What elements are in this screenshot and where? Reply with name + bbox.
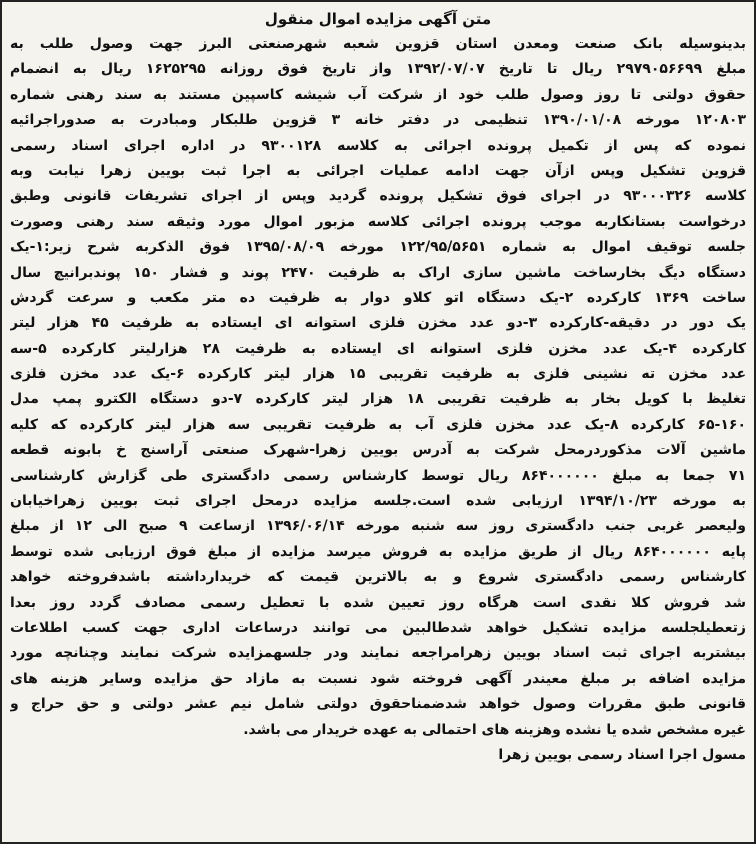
- notice-line: پایه ۸۶۴۰۰۰۰۰۰ ریال از طریق مزایده به فروش میرسد مزایده از مبلغ فوق ارزیابی شده توسط: [10, 543, 746, 560]
- notice-line: زتعطیلجلسه مزایده تشکیل خواهد شدطالبین می توانند درساعات اداری جهت کسب اطلاعات: [10, 619, 746, 636]
- notice-line: کارکرده ۴-یک عدد مخزن فلزی استوانه ای ایستاده به ظرفیت ۲۸ هزارلیتر کارکرده ۵-سه: [10, 340, 746, 357]
- notice-line: بدینوسیله بانک صنعت ومعدن استان قزوین شعبه شهرصنعتی البرز جهت وصول طلب به: [10, 36, 746, 52]
- notice-line: شد فروش کلا نقدی است هرگاه روز تعیین شده با تعطیل رسمی مصادف گردد روز بعدا: [10, 594, 746, 611]
- notice-line: کلاسه ۹۳۰۰۰۳۲۶ در اجرای فوق تشکیل پرونده گردید وپس از اجرای تشریفات قانونی وطبق: [10, 188, 746, 205]
- notice-line: به مورخه ۱۳۹۴/۱۰/۲۳ ارزیابی شده است.جلسه مزایده درمحل اجرای ثبت بویین زهراخیابان: [10, 493, 746, 510]
- notice-line: جلسه توقیف اموال به شماره ۱۲۲/۹۵/۵۶۵۱ مورخه ۱۳۹۵/۰۸/۰۹ فوق الذکربه شرح زیر:۱-یک: [10, 239, 746, 256]
- notice-line: ساخت ۱۳۶۹ کارکرده ۲-یک دستگاه اتو کلاو دوار به ظرفیت ده متر مکعب و سرعت گردش: [10, 289, 746, 306]
- notice-line: قانونی طبق مقررات وصول خواهد شدضمناحقوق دولتی شامل نیم عشر دولتی و حق حراج و: [10, 696, 746, 713]
- notice-line: حقوق دولتی تا روز وصول طلب خود از شرکت آب شیشه کاسپین مستند به سند رهنی شماره: [10, 86, 746, 103]
- notice-line: قزوین تشکیل وپس ازآن جهت ادامه عملیات اجرائی به اجرا ثبت بویین زهرا نیابت وبه: [10, 162, 746, 179]
- notice-line: کارشناس رسمی دادگستری شروع و به بالاترین قیمت که خریدارداشته باشدفروخته خواهد: [10, 569, 746, 586]
- notice-line: مبلغ ۲۹۷۹۰۵۶۶۹۹ ریال تا تاریخ ۱۳۹۲/۰۷/۰۷ واز تاریخ فوق روزانه ۱۶۲۵۲۹۵ ریال به انضمام: [10, 61, 746, 78]
- notice-line: دستگاه دیگ بخارساخت ماشین سازی اراک به ظرفیت ۲۴۷۰ پوند و فشار ۱۵۰ پوندبرانیچ سال: [10, 264, 746, 281]
- notice-line: ۱۲۰۸۰۳ مورخه ۱۳۹۰/۰۱/۰۸ تنظیمی در دفتر خانه ۳ قزوین طلبکار ومبادرت به صدوراجرائیه: [10, 112, 746, 129]
- notice-line: غیره مشخص شده یا نشده وهزینه های احتمالی به عهده خریدار می باشد.: [243, 721, 746, 738]
- notice-line: ۶۵-۱۶۰ کارکرده ۸-یک عدد مخزن فلزی آب به ظرفیت تقریبی سه هزار لیتر کارکرده که کلیه: [10, 416, 746, 433]
- notice-line: ماشین آلات مذکوردرمحل شرکت به آدرس بویین زهرا-شهرک صنعتی آراسنج خ بابونه قطعه: [10, 442, 746, 459]
- notice-line: ولیعصر غربی جنب دادگستری روز سه شنبه مورخه ۱۳۹۶/۰۶/۱۴ ازساعت ۹ صبح الی ۱۲ از مبلغ: [10, 518, 746, 535]
- notice-body: [10, 32, 746, 768]
- notice-line: درخواست بستانکاربه موجب پرونده اجرائی کلاسه مزبور اموال مورد وثیقه سند رهنی وصورت: [10, 213, 746, 230]
- notice-line: مزایده اضافه بر مبلغ معیندر آگهی فروخته شود نسبت به مازاد حق مزایده وسایر هزینه های: [10, 670, 746, 687]
- notice-line: نموده که پس از تکمیل پرونده اجرائی به کلاسه ۹۳۰۰۱۲۸ در اداره اجرای اسناد رسمی: [10, 137, 746, 154]
- notice-line: یک دور در دقیقه-کارکرده ۳-دو عدد مخزن فلزی استوانه ای ایستاده به ظرفیت ۴۵ هزار لیتر: [10, 315, 746, 332]
- notice-line: عدد مخزن ته نشینی فلزی به ظرفیت تقریبی ۱۵ هزار لیتر کارکرده ۶-یک عدد مخزن فلزی: [10, 366, 746, 383]
- notice-title: متن آگهی مزایده اموال منقول: [264, 10, 492, 28]
- notice-line: بیشتربه اجرای ثبت اسناد بویین زهرامراجعه نمایند ودر جلسهمزایده شرکت نمایند وچنانچه مورد: [10, 645, 746, 662]
- signature-line: مسول اجرا اسناد رسمی بویین زهرا: [498, 746, 746, 763]
- notice-line: تغلیظ با کویل بخار به ظرفیت تقریبی ۱۸ هزار لیتر کارکرده ۷-دو دستگاه الکترو پمپ مدل: [10, 391, 746, 408]
- notice-line: ۷۱ جمعا به مبلغ ۸۶۴۰۰۰۰۰۰ ریال توسط کارشناس رسمی دادگستری طی گزارش کارشناسی: [10, 467, 746, 484]
